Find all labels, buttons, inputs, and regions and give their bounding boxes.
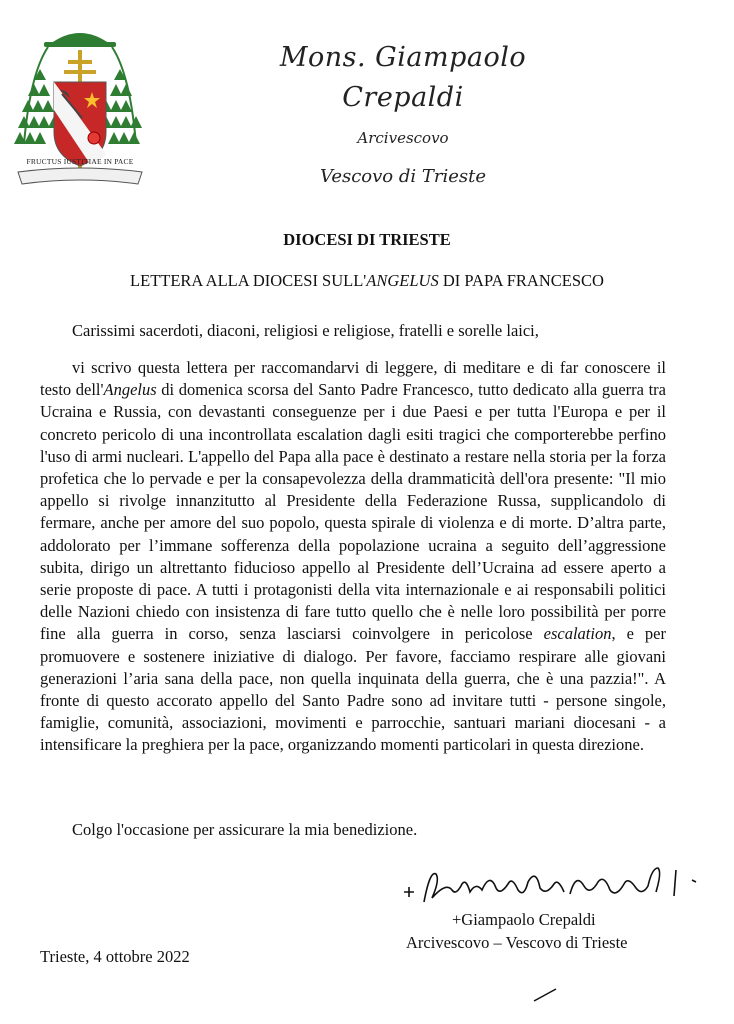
salutation: Carissimi sacerdoti, diaconi, religiosi e religiose, fratelli e sorelle laici, <box>72 321 539 340</box>
body-escalation: escalation <box>543 624 612 644</box>
signature-name: +Giampaolo Crepaldi <box>452 910 596 929</box>
coat-of-arms-emblem <box>10 14 150 204</box>
body-part-3: , e per promuovere e sostenere iniziative di dialogo. Per favore, facciamo respirare alle giovani generazioni l’aria sana della pace, non quella inquinata della guerra, che è una pazzia!". A fronte di questo accorato appello del Santo Padre sono ad invitare tutti - persone singole, famiglie, comunità, associazioni, movimenti e parrocchie, santuari mariani diocesani - a intensificare la preghiera per la pace, organizzando momenti particolari in questa direzione. <box>40 624 666 755</box>
pen-stroke-mark <box>530 985 560 1005</box>
letter-subject <box>0 271 734 291</box>
body-part-1: vi scrivo questa lettera per raccomandarvi di leggere, di meditare e di far conoscere il testo dell' <box>40 358 666 400</box>
coat-of-arms-motto: FRUCTUS IUSTITIAE IN PACE <box>26 157 134 166</box>
closing-line: Colgo l'occasione per assicurare la mia benedizione. <box>72 820 418 839</box>
signature-title: Arcivescovo – Vescovo di Trieste <box>406 933 628 952</box>
letterhead-role-archbishop: Arcivescovo <box>357 129 449 147</box>
diocese-heading: DIOCESI DI TRIESTE <box>283 230 451 249</box>
place-and-date: Trieste, 4 ottobre 2022 <box>40 947 190 966</box>
subject-prefix: LETTERA ALLA DIOCESI SULL' <box>130 271 367 290</box>
body-angelus: Angelus <box>103 380 157 400</box>
body-part-2: di domenica scorsa del Santo Padre Francesco, tutto dedicato alla guerra tra Ucraina e Russia, con devastanti conseguenze per i due Paesi e per tutta l'Europa e per il concreto pericolo di una incontrollata escalation dagli esiti tragici che comporterebbe perfino l'uso di armi nucleari. L'appello del Papa alla pace è destinato a restare nella storia per la forza profetica che lo pervade e per la consapevolezza della drammaticità dell'ora presente: "Il mio appello si rivolge innanzitutto al Presidente della Federazione Russa, supplicandolo di fermare, anche per amore del suo popolo, questa spirale di violenza e di morte. D’altra parte, addolorato per l’immane sofferenza della popolazione ucraina a seguito dell’aggressione subita, dirigo un altrettanto fiducioso appello al Presidente dell’Ucraina ad essere aperto a serie proposte di pace. A tutti i protagonisti della vita internazionale e ai responsabili politici delle Nazioni chiedo con insistenza di fare tutto quello che è nelle loro possibilità per porre fine alla guerra in corso, senza lasciarsi coinvolgere in pericolose <box>40 380 666 644</box>
letter-body <box>40 357 666 757</box>
handwritten-signature <box>400 862 720 912</box>
subject-emphasis: ANGELUS <box>366 271 439 290</box>
letterhead-role-bishop: Vescovo di Trieste <box>319 166 487 187</box>
subject-suffix: DI PAPA FRANCESCO <box>438 271 604 290</box>
letterhead <box>238 38 568 192</box>
letterhead-name: Mons. Giampaolo Crepaldi <box>279 42 527 113</box>
